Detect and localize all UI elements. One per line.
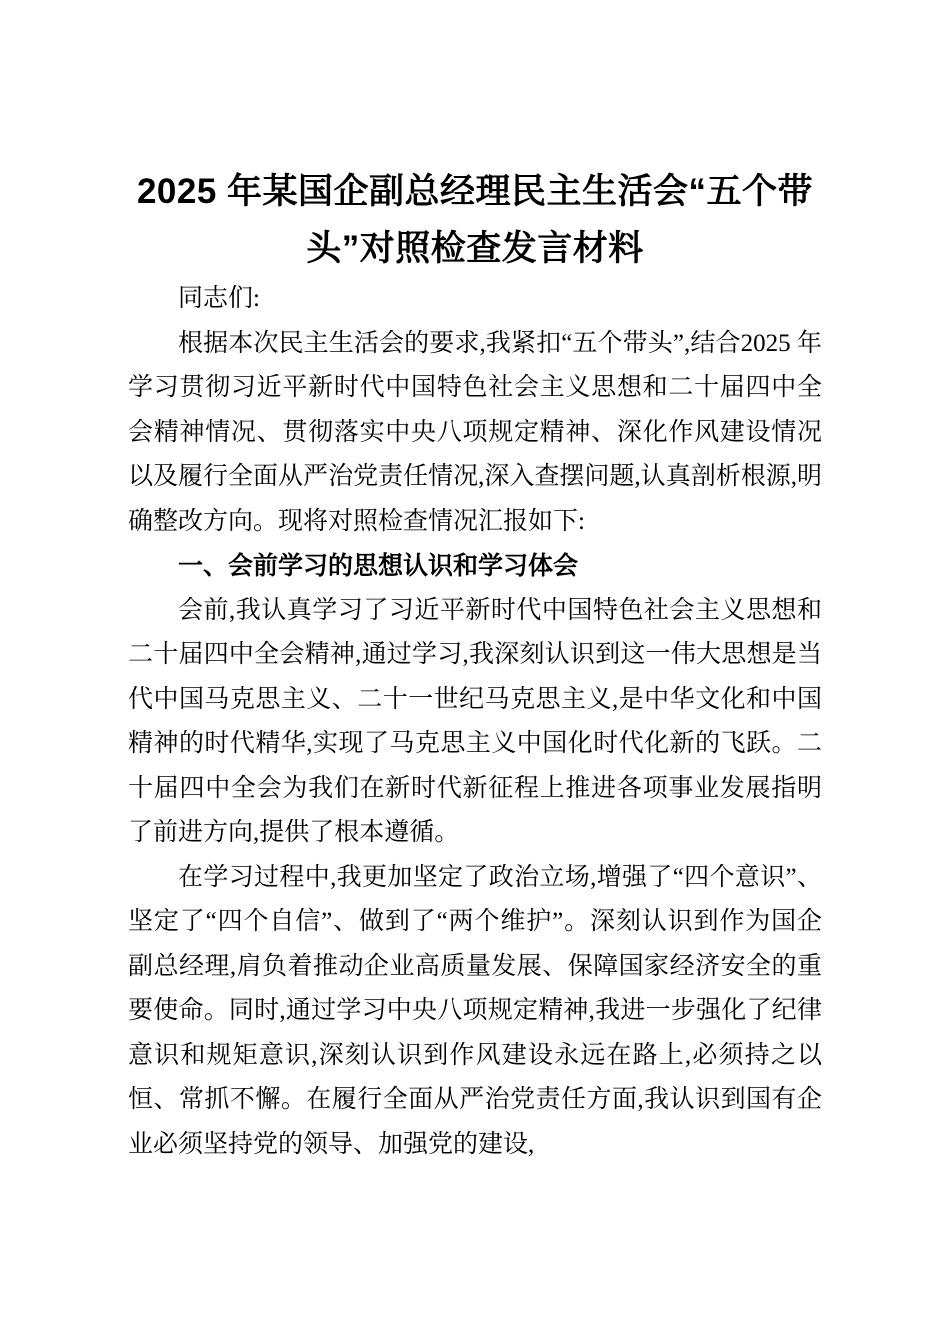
- document-title-line-1: 2025 年某国企副总经理民主生活会“五个带: [136, 172, 814, 211]
- paragraph-learning-process: 在学习过程中,我更加坚定了政治立场,增强了“四个意识”、坚定了“四个自信”、做到了“两个维护”。深刻认识到作为国企副总经理,肩负着推动企业高质量发展、保障国家经济安全的重要使命。同时,通过学习中央八项规定精神,我进一步强化了纪律意识和规矩意识,深刻认识到作风建设永远在路上,必须持之以恒、常抓不懈。在履行全面从严治党责任方面,我认识到国有企业必须坚持党的领导、加强党的建设,: [128, 863, 822, 1158]
- section-heading-1: 一、会前学习的思想认识和学习体会: [178, 552, 579, 580]
- document-title-line-2: 头”对照检查发言材料: [306, 229, 644, 268]
- paragraph-intro: 根据本次民主生活会的要求,我紧扣“五个带头”,结合2025 年学习贯彻习近平新时代中国特色社会主义思想和二十届四中全会精神情况、贯彻落实中央八项规定精神、深化作风建设情况以及履行全面从严治党责任情况,深入查摆问题,认真剖析根源,明确整改方向。现将对照检查情况汇报如下:: [128, 329, 822, 535]
- document-title: [128, 163, 822, 277]
- salutation: 同志们:: [178, 285, 260, 312]
- paragraph-study-insight: 会前,我认真学习了习近平新时代中国特色社会主义思想和二十届四中全会精神,通过学习,我深刻认识到这一伟大思想是当代中国马克思主义、二十一世纪马克思主义,是中华文化和中国精神的时代精华,实现了马克思主义中国化时代化新的飞跃。二十届四中全会为我们在新时代新征程上推进各项事业发展指明了前进方向,提供了根本遵循。: [128, 596, 822, 846]
